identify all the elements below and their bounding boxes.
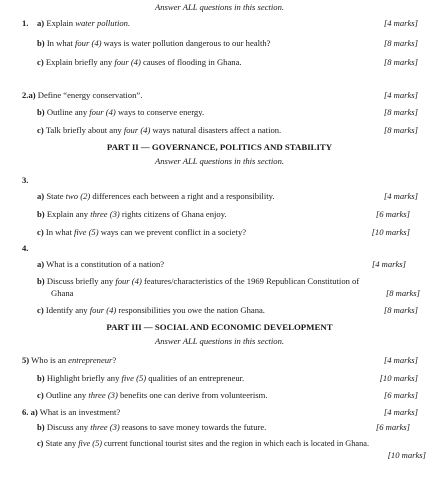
question-6a: 6. a) What is an investment? [22,407,121,417]
marks: [10 marks] [387,450,426,460]
question-4a: a) What is a constitution of a nation? [37,259,165,269]
question-1c: c) Explain briefly any four (4) causes of flooding in Ghana. [37,57,242,67]
question-1b: b) In what four (4) ways is water pollution dangerous to our health? [37,38,271,48]
marks: [8 marks] [383,305,418,315]
marks: [10 marks] [371,227,410,237]
marks: [8 marks] [383,38,418,48]
section-instruction: Answer ALL questions in this section. [154,156,285,166]
marks: [6 marks] [383,390,418,400]
question-4c: c) Identify any four (4) responsibilities you owe the nation Ghana. [37,305,265,315]
part-heading: PART III — SOCIAL AND ECONOMIC DEVELOPMENT [106,322,333,332]
question-5b: b) Highlight briefly any five (5) qualities of an entrepreneur. [37,373,245,383]
question-3a: a) State two (2) differences each between a right and a responsibility. [37,191,275,201]
marks: [4 marks] [383,90,418,100]
marks: [8 marks] [383,107,418,117]
question-3c: c) In what five (5) ways can we prevent conflict in a society? [37,227,247,237]
marks: [8 marks] [383,125,418,135]
question-6c: c) State any five (5) current functional tourist sites and the region in which each is located in Ghana. [37,439,370,448]
marks: [4 marks] [383,18,418,28]
question-2a: 2.a) Define “energy conservation”. [22,90,143,100]
part-heading: PART II — GOVERNANCE, POLITICS AND STABILITY [106,142,333,152]
marks: [4 marks] [383,407,418,417]
marks: [4 marks] [371,259,406,269]
question-4b: b) Discuss briefly any four (4) features/characteristics of the 1969 Republican Constitution of [37,276,360,286]
question-6b: b) Discuss any three (3) reasons to save money towards the future. [37,422,267,432]
marks: [8 marks] [383,57,418,67]
marks: [6 marks] [375,209,410,219]
question-number: 1. [22,18,29,28]
question-2b: b) Outline any four (4) ways to conserve energy. [37,107,205,117]
marks: [4 marks] [383,355,418,365]
question-number: 4. [22,243,29,253]
marks: [10 marks] [379,373,418,383]
marks: [6 marks] [375,422,410,432]
section-instruction: Answer ALL questions in this section. [154,336,285,346]
marks: [4 marks] [383,191,418,201]
marks: [8 marks] [385,288,420,298]
question-1a: a) Explain water pollution. [37,18,131,28]
question-number: 3. [22,175,29,185]
question-2c: c) Talk briefly about any four (4) ways natural disasters affect a nation. [37,125,282,135]
section-instruction: Answer ALL questions in this section. [154,2,285,12]
question-5c: c) Outline any three (3) benefits one can derive from volunteerism. [37,390,268,400]
question-5a: 5) Who is an entrepreneur? [22,355,117,365]
question-4b-continued: Ghana [51,288,74,298]
question-3b: b) Explain any three (3) rights citizens of Ghana enjoy. [37,209,227,219]
